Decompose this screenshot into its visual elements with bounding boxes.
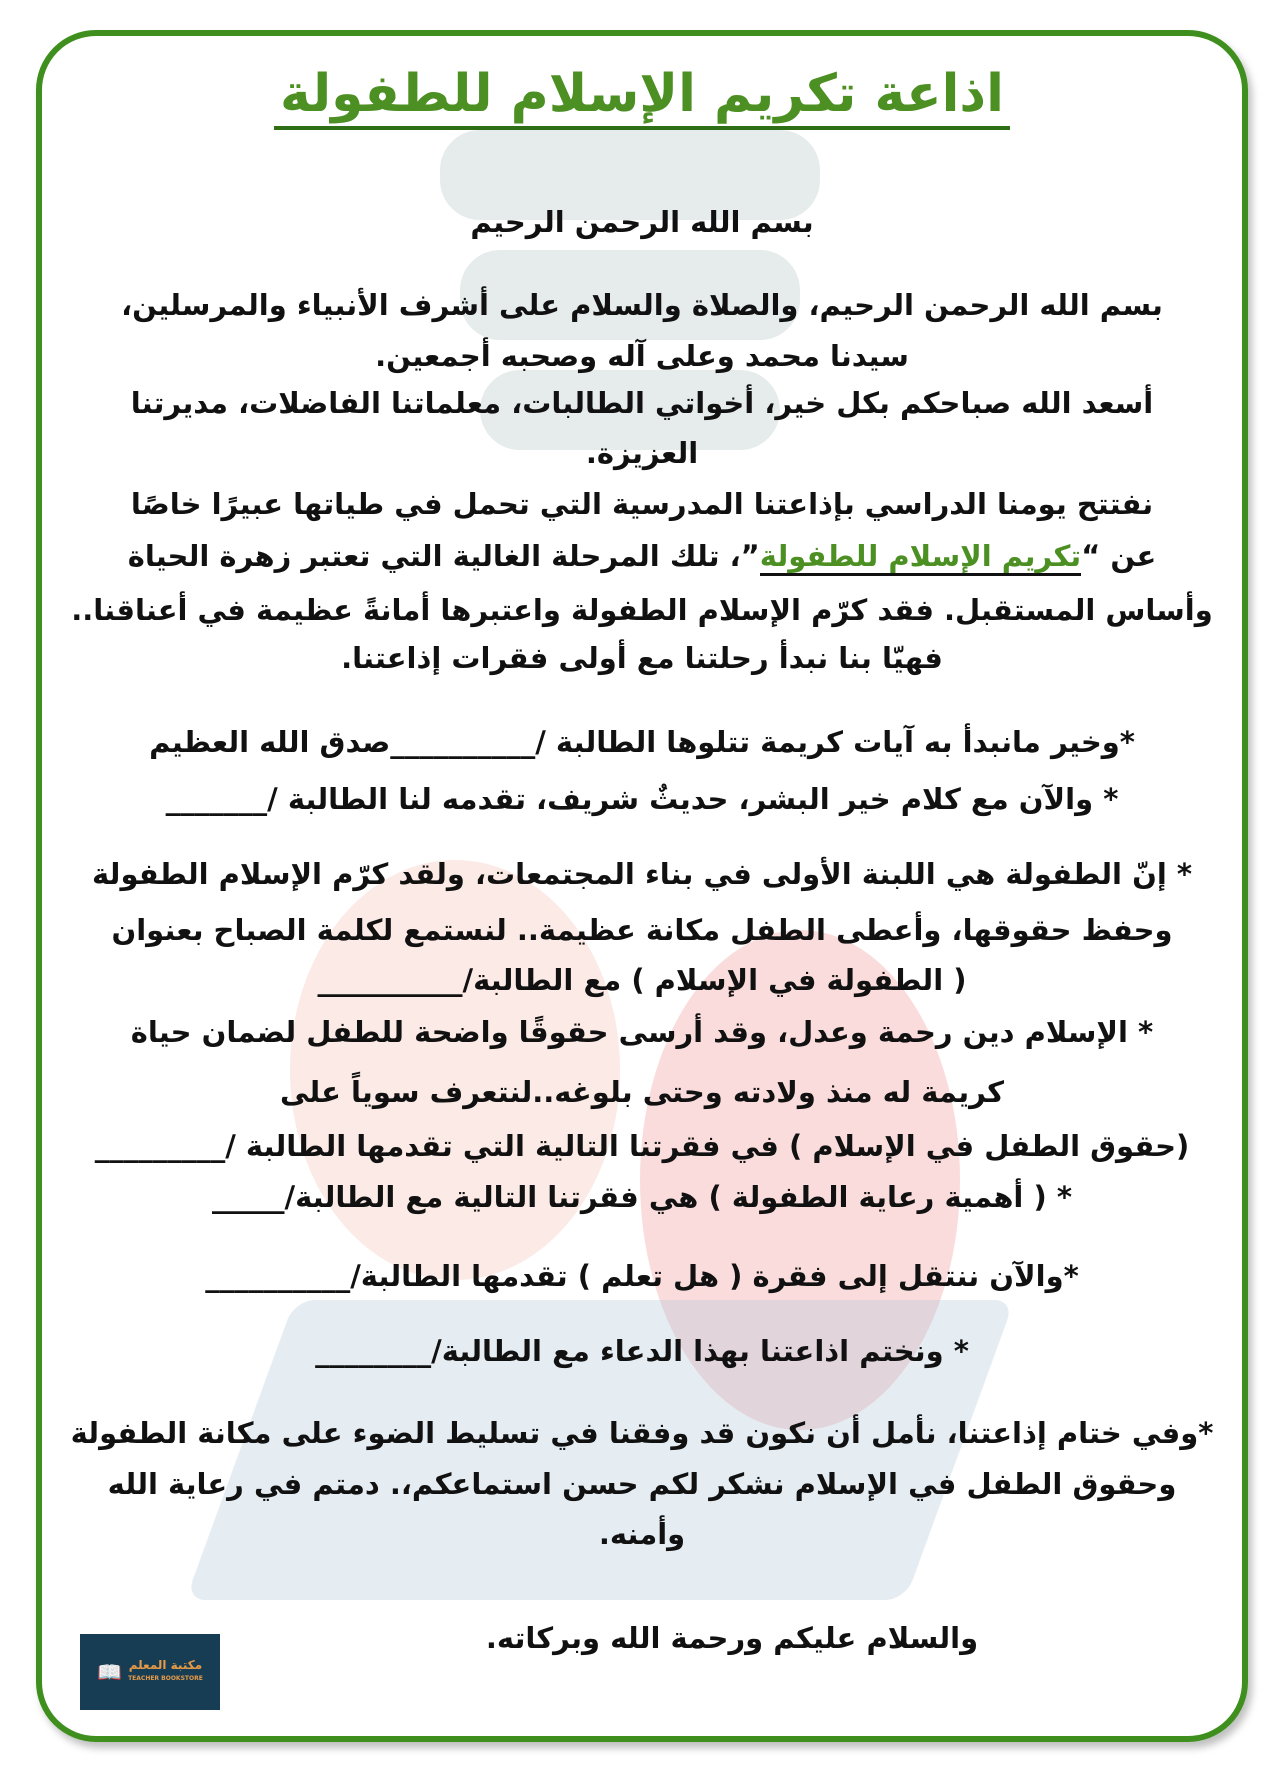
did-you-know-segment: *والآن ننتقل إلى فقرة ( هل تعلم ) تقدمها الطالبة/__________ (205, 1259, 1079, 1293)
text-line: وأساس المستقبل. فقد كرّم الإسلام الطفولة واعتبرها أمانةً عظيمة في أعناقنا.. (71, 593, 1213, 627)
page-title: اذاعة تكريم الإسلام للطفولة (0, 64, 1284, 124)
text-line: نفتتح يومنا الدراسي بإذاعتنا المدرسية التي تحمل في طياتها عبيرًا خاصًا (130, 487, 1154, 521)
childhood-care-segment: * ( أهمية رعاية الطفولة ) هي فقرتنا التالية مع الطالبة/_____ (211, 1180, 1072, 1214)
text-line: وأمنه. (598, 1517, 686, 1551)
prayer-segment: * ونختم اذاعتنا بهذا الدعاء مع الطالبة/________ (315, 1334, 969, 1368)
child-rights-segment: (حقوق الطفل في الإسلام ) في فقرتنا التالية التي تقدمها الطالبة /_________ (94, 1129, 1190, 1163)
text-line: أسعد الله صباحكم بكل خير، أخواتي الطالبات، معلماتنا الفاضلات، مديرتنا (130, 386, 1154, 420)
text-suffix: ”، تلك المرحلة الغالية التي تعتبر زهرة الحياة (127, 539, 760, 573)
teacher-bookstore-logo (80, 1634, 220, 1710)
text-line: *وفي ختام إذاعتنا، نأمل أن نكون قد وفقنا في تسليط الضوء على مكانة الطفولة (70, 1416, 1214, 1450)
hadith-segment: * والآن مع كلام خير البشر، حديثٌ شريف، تقدمه لنا الطالبة /_______ (165, 782, 1119, 816)
text-line-theme (70, 534, 1214, 578)
logo-text: مكتبة المعلم TEACHER BOOKSTORE (128, 1658, 203, 1682)
broadcast-text (70, 200, 1214, 1660)
morning-word-segment: ( الطفولة في الإسلام ) مع الطالبة/__________ (317, 963, 967, 997)
text-line: العزيزة. (585, 436, 699, 470)
open-book-icon: 📖 (97, 1660, 123, 1684)
text-line: كريمة له منذ ولادته وحتى بلوغه..لنتعرف سوياً على (279, 1075, 1005, 1109)
basmala: بسم الله الرحمن الرحيم (470, 205, 814, 239)
text-line: سيدنا محمد وعلى آله وصحبه أجمعين. (375, 339, 909, 373)
quran-segment: *وخير مانبدأ به آيات كريمة تتلوها الطالبة /__________صدق الله العظيم (149, 725, 1135, 759)
theme-highlight: تكريم الإسلام للطفولة (760, 539, 1081, 576)
text-line: * الإسلام دين رحمة وعدل، وقد أرسى حقوقًا واضحة للطفل لضمان حياة (130, 1015, 1154, 1049)
text-line: بسم الله الرحمن الرحيم، والصلاة والسلام على أشرف الأنبياء والمرسلين، (121, 288, 1163, 322)
text-line: فهيّا بنا نبدأ رحلتنا مع أولى فقرات إذاعتنا. (341, 641, 943, 675)
closing-greeting: والسلام عليكم ورحمة الله وبركاته. (485, 1621, 979, 1655)
text-prefix: عن “ (1081, 539, 1157, 573)
text-line: وحقوق الطفل في الإسلام نشكر لكم حسن استماعكم،. دمتم في رعاية الله (107, 1467, 1177, 1501)
text-line: وحفظ حقوقها، وأعطى الطفل مكانة عظيمة.. لنستمع لكلمة الصباح بعنوان (111, 913, 1173, 947)
text-line: * إنّ الطفولة هي اللبنة الأولى في بناء المجتمعات، ولقد كرّم الإسلام الطفولة (91, 857, 1193, 891)
